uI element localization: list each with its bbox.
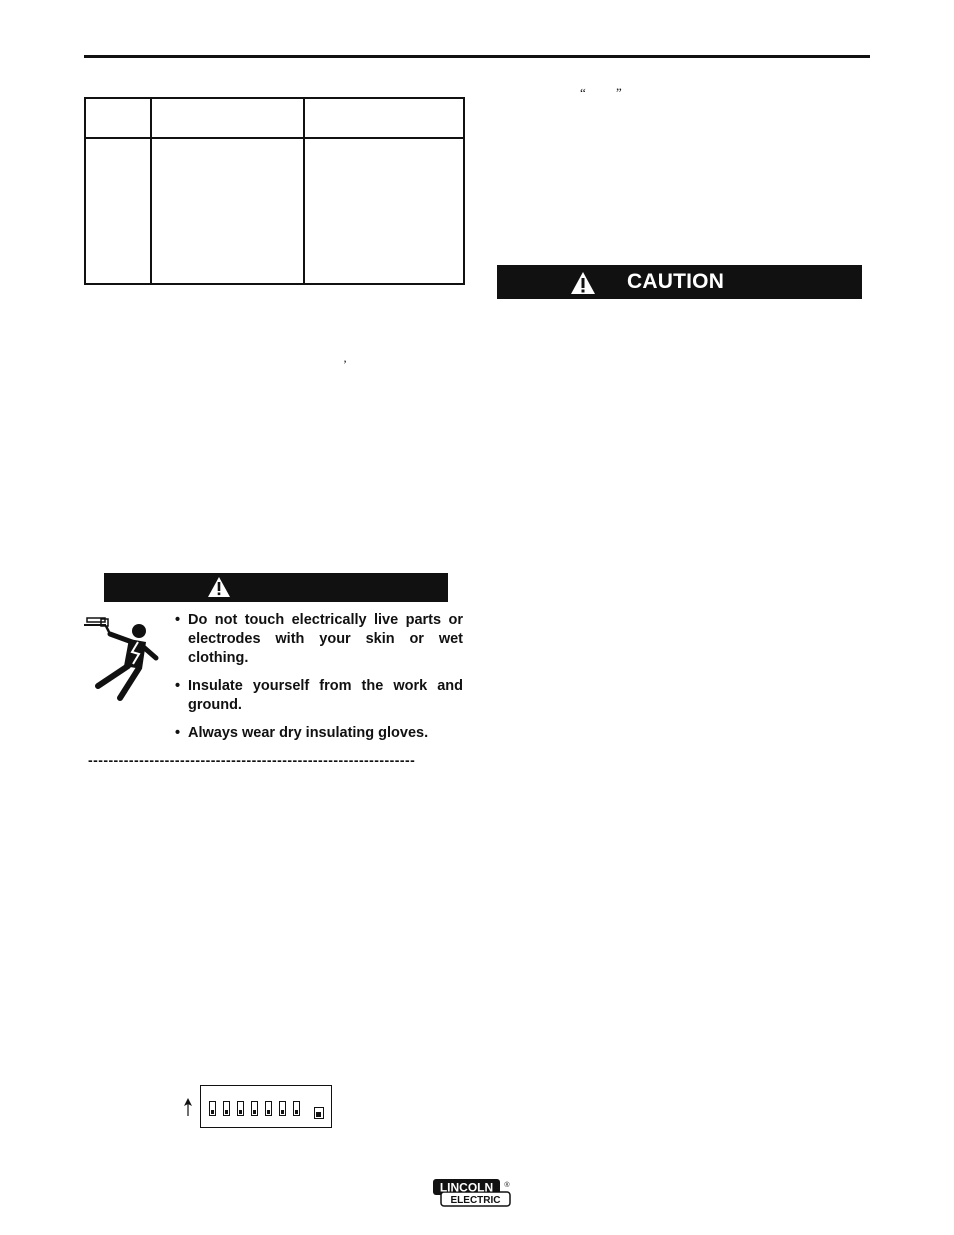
logo-line-1: LINCOLN [439, 1180, 494, 1195]
lincoln-electric-logo [432, 1178, 512, 1208]
dip-switch-position [279, 1101, 286, 1116]
caution-label: CAUTION [627, 270, 725, 293]
warning-triangle-icon [570, 271, 596, 295]
dip-switch-position [223, 1101, 230, 1116]
list-item: • Do not touch electrically live parts or electrodes with your skin or wet clothing. [175, 612, 463, 666]
apostrophe-mark: ’ [343, 357, 347, 371]
warning-banner [104, 573, 448, 602]
dip-switch-position [265, 1101, 272, 1116]
table-column-divider-1 [150, 99, 152, 283]
dip-switch-position [237, 1101, 244, 1116]
electric-shock-bullet-list [175, 611, 463, 752]
list-item: • Insulate yourself from the work and ground. [175, 678, 463, 713]
dip-switch-icon [200, 1085, 332, 1128]
table-column-divider-2 [303, 99, 305, 283]
up-arrow-icon [183, 1098, 193, 1116]
table-header-divider [86, 137, 463, 139]
electric-shock-icon [84, 614, 170, 704]
dip-switch-position [293, 1101, 300, 1116]
warning-triangle-icon [207, 576, 231, 598]
caution-banner [497, 265, 862, 299]
dashed-separator: ---------------------------------------------------------------- [88, 752, 416, 768]
open-quote: “ [580, 85, 586, 100]
spec-table [84, 97, 465, 285]
registered-mark: ® [504, 1182, 510, 1189]
logo-line-2: ELECTRIC [450, 1195, 501, 1206]
dip-switch-position-selected [314, 1107, 324, 1119]
dip-switch-position [209, 1101, 216, 1116]
dip-switch-position [251, 1101, 258, 1116]
close-quote: ” [616, 85, 622, 100]
header-rule [84, 55, 870, 58]
list-item: • Always wear dry insulating gloves. [175, 725, 429, 741]
